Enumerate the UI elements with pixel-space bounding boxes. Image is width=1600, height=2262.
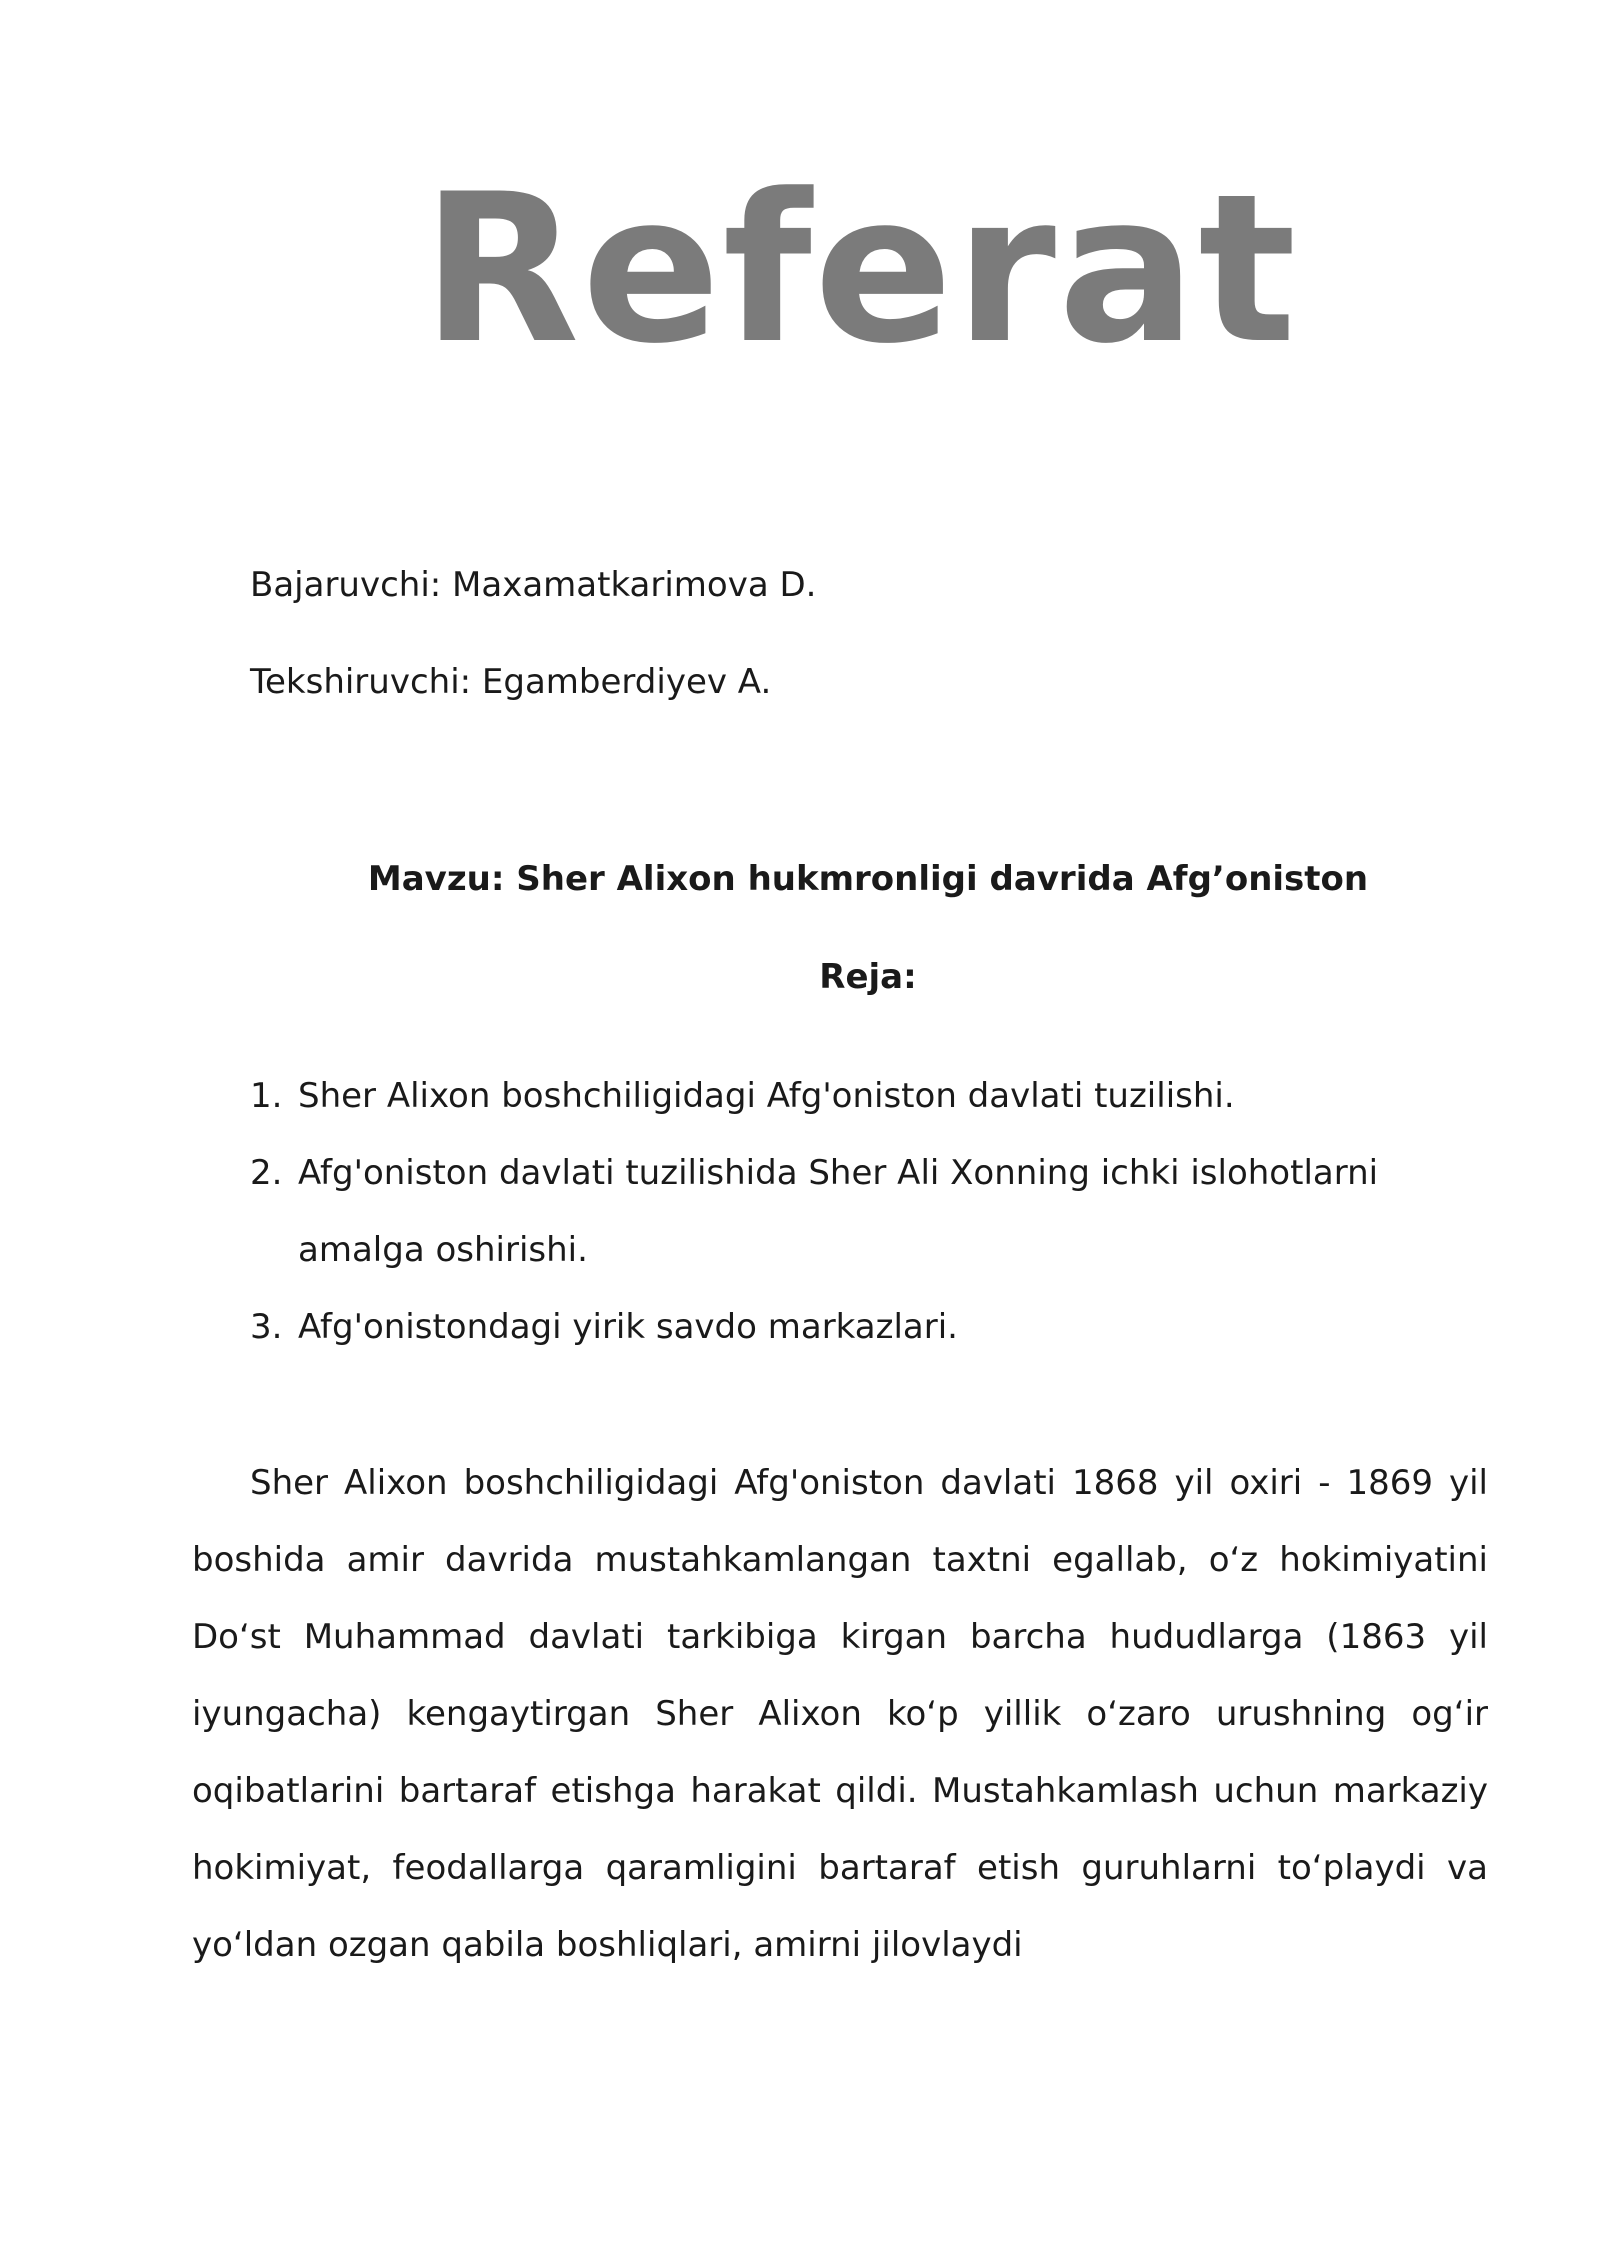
plan-item: [250, 1058, 1500, 1135]
document-title: Referat: [421, 151, 1299, 389]
checker-line: Tekshiruvchi: Egamberdiyev A.: [250, 662, 772, 702]
body-paragraph: Sher Alixon boshchiligidagi Afg'oniston davlati 1868 yil oxiri - 1869 yil boshida amir davrida mustahkamlangan taxtni egallab, o‘z hokimiyatini Do‘st Muhammad davlati tarkibiga kirgan barcha hududlarga (1863 yil iyungacha) kengaytirgan Sher Alixon ko‘p yillik o‘zaro urushning og‘ir oqibatlarini bartaraf etishga harakat qildi. Mustahkamlash uchun markaziy hokimiyat, feodallarga qaramligini bartaraf etish guruhlarni to‘playdi va yo‘ldan ozgan qabila boshliqlari, amirni jilovlaydi: [192, 1463, 1488, 1965]
topic-heading: Mavzu: Sher Alixon hukmronligi davrida Afg’oniston: [367, 859, 1369, 899]
plan-item-number: 1.: [250, 1076, 283, 1116]
plan-item: [250, 1135, 1500, 1289]
plan-item-number: 2.: [250, 1153, 283, 1193]
plan-item-text: Afg'oniston davlati tuzilishida Sher Ali Xonning ichki islohotlarni amalga oshirishi.: [298, 1153, 1379, 1270]
plan-item-text: Sher Alixon boshchiligidagi Afg'oniston davlati tuzilishi.: [298, 1076, 1235, 1116]
plan-item-number: 3.: [250, 1307, 283, 1347]
performer-line: Bajaruvchi: Maxamatkarimova D.: [250, 565, 817, 605]
plan-item-text: Afg'onistondagi yirik savdo markazlari.: [298, 1307, 958, 1347]
plan-heading: Reja:: [819, 957, 917, 997]
plan-item: [250, 1289, 1500, 1366]
plan-list: [250, 1058, 1500, 1366]
